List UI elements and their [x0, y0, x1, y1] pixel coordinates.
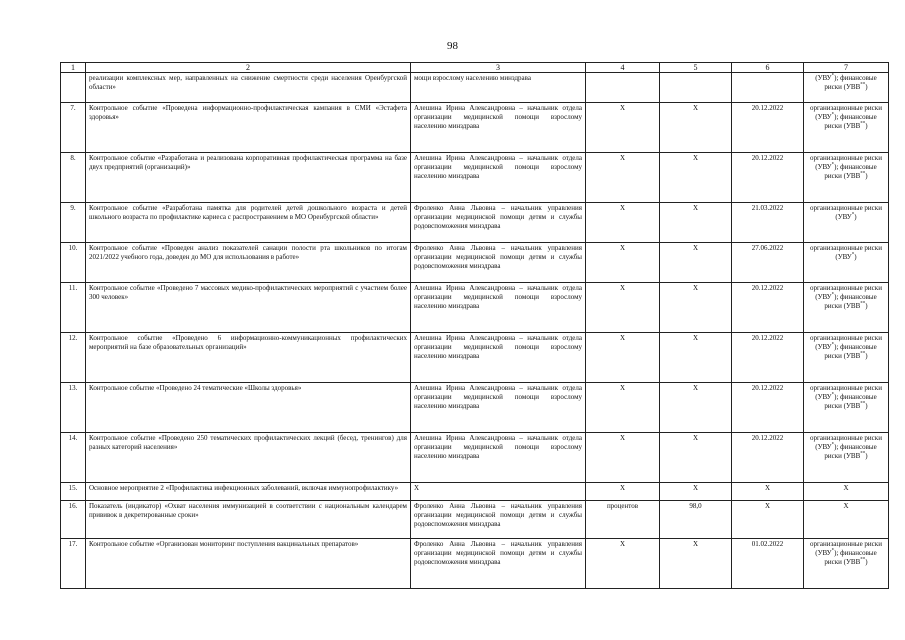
responsible-cell: Алешина Ирина Александровна – начальник отдела организации медицинской помощи взрослому населению минздрава: [411, 383, 586, 433]
table-body: [61, 63, 889, 589]
table-row: [61, 283, 889, 333]
table-row: [61, 383, 889, 433]
table-row: [61, 483, 889, 501]
event-name-cell: Контрольное событие «Проведен анализ показателей санации полости рта школьников по итогам 2021/2022 учебного года, доведен до МО для использования в работе»: [86, 243, 411, 283]
row-number: 14.: [61, 433, 86, 483]
deadline-cell: 20.12.2022: [732, 433, 804, 483]
table-row: [61, 73, 889, 103]
row-number: 13.: [61, 383, 86, 433]
row-number: [61, 73, 86, 103]
responsible-cell: Фроленко Анна Львовна – начальник управления организации медицинской помощи детям и службы родовспоможения минздрава: [411, 203, 586, 243]
target-value-cell: Х: [660, 103, 732, 153]
event-name-cell: Контрольное событие «Проведено 7 массовых медико-профилактических мероприятий с участием более 300 человек»: [86, 283, 411, 333]
unit-cell: Х: [586, 539, 660, 589]
row-number: 15.: [61, 483, 86, 501]
column-number: 5: [660, 63, 732, 73]
unit-cell: [586, 73, 660, 103]
risk-cell: организационные риски (УВУ*); финансовые риски (УВВ**): [804, 283, 889, 333]
event-name-cell: Контрольное событие «Проведено 24 тематические «Школы здоровья»: [86, 383, 411, 433]
row-number: 9.: [61, 203, 86, 243]
event-name-cell: Контрольное событие «Проведено 250 тематических профилактических лекций (бесед, тренингов) для разных категорий населения»: [86, 433, 411, 483]
event-name-cell: Контрольное событие «Проведена информационно-профилактическая кампания в СМИ «Эстафета здоровья»: [86, 103, 411, 153]
responsible-cell: Алешина Ирина Александровна – начальник отдела организации медицинской помощи взрослому населению минздрава: [411, 283, 586, 333]
event-name-cell: Контрольное событие «Разработана памятка для родителей детей дошкольного возраста и детей школьного возраста по профилактике кариеса с распространением в МО Оренбургской области»: [86, 203, 411, 243]
risk-cell: организационные риски (УВУ*); финансовые риски (УВВ**): [804, 433, 889, 483]
deadline-cell: Х: [732, 483, 804, 501]
table-row: [61, 433, 889, 483]
table-row: [61, 333, 889, 383]
target-value-cell: Х: [660, 433, 732, 483]
target-value-cell: Х: [660, 243, 732, 283]
unit-cell: Х: [586, 203, 660, 243]
target-value-cell: Х: [660, 203, 732, 243]
risk-cell: Х: [804, 501, 889, 539]
risk-cell: организационные риски (УВУ*): [804, 243, 889, 283]
responsible-cell: Алешина Ирина Александровна – начальник отдела организации медицинской помощи взрослому населению минздрава: [411, 103, 586, 153]
row-number: 17.: [61, 539, 86, 589]
column-number: 1: [61, 63, 86, 73]
column-number: 4: [586, 63, 660, 73]
table-row: [61, 103, 889, 153]
target-value-cell: Х: [660, 483, 732, 501]
deadline-cell: [732, 73, 804, 103]
risk-cell: организационные риски (УВУ*); финансовые риски (УВВ**): [804, 333, 889, 383]
deadline-cell: 21.03.2022: [732, 203, 804, 243]
column-number: 2: [86, 63, 411, 73]
target-value-cell: Х: [660, 333, 732, 383]
event-name-cell: Контрольное событие «Проведено 6 информационно-коммуникационных профилактических мероприятий на базе образовательных организаций»: [86, 333, 411, 383]
event-name-cell: Показатель (индикатор) «Охват населения иммунизацией в соответствии с национальным календарем прививок в декретированные сроки»: [86, 501, 411, 539]
risk-cell: организационные риски (УВУ*); финансовые риски (УВВ**): [804, 103, 889, 153]
deadline-cell: Х: [732, 501, 804, 539]
table-row: [61, 501, 889, 539]
deadline-cell: 20.12.2022: [732, 283, 804, 333]
row-number: 12.: [61, 333, 86, 383]
table-row: [61, 153, 889, 203]
unit-cell: Х: [586, 483, 660, 501]
target-value-cell: Х: [660, 283, 732, 333]
unit-cell: Х: [586, 103, 660, 153]
risk-cell: организационные риски (УВУ*): [804, 203, 889, 243]
target-value-cell: 98,0: [660, 501, 732, 539]
event-name-cell: реализации комплексных мер, направленных на снижение смертности среди населения Оренбургской области»: [86, 73, 411, 103]
target-value-cell: [660, 73, 732, 103]
risk-cell: организационные риски (УВУ*); финансовые риски (УВВ**): [804, 539, 889, 589]
unit-cell: Х: [586, 283, 660, 333]
unit-cell: Х: [586, 243, 660, 283]
deadline-cell: 20.12.2022: [732, 153, 804, 203]
deadline-cell: 27.06.2022: [732, 243, 804, 283]
risk-cell: организационные риски (УВУ*); финансовые риски (УВВ**): [804, 383, 889, 433]
responsible-cell: Фроленко Анна Львовна – начальник управления организации медицинской помощи детям и службы родовспоможения минздрава: [411, 539, 586, 589]
target-value-cell: Х: [660, 383, 732, 433]
target-value-cell: Х: [660, 153, 732, 203]
responsible-cell: Алешина Ирина Александровна – начальник отдела организации медицинской помощи взрослому населению минздрава: [411, 333, 586, 383]
row-number: 7.: [61, 103, 86, 153]
unit-cell: Х: [586, 383, 660, 433]
responsible-cell: Фроленко Анна Львовна – начальник управления организации медицинской помощи детям и службы родовспоможения минздрава: [411, 501, 586, 539]
column-number-row: [61, 63, 889, 73]
event-name-cell: Основное мероприятие 2 «Профилактика инфекционных заболеваний, включая иммунопрофилактику»: [86, 483, 411, 501]
risk-cell: организационные риски (УВУ*); финансовые риски (УВВ**): [804, 153, 889, 203]
event-name-cell: Контрольное событие «Организован мониторинг поступления вакцинальных препаратов»: [86, 539, 411, 589]
unit-cell: процентов: [586, 501, 660, 539]
page-number: 98: [447, 40, 458, 52]
unit-cell: Х: [586, 153, 660, 203]
unit-cell: Х: [586, 333, 660, 383]
control-events-table: [60, 62, 889, 589]
responsible-cell: Алешина Ирина Александровна – начальник отдела организации медицинской помощи взрослому населению минздрава: [411, 433, 586, 483]
deadline-cell: 20.12.2022: [732, 103, 804, 153]
table-row: [61, 539, 889, 589]
risk-cell: (УВУ*); финансовые риски (УВВ**): [804, 73, 889, 103]
responsible-cell: Х: [411, 483, 586, 501]
row-number: 16.: [61, 501, 86, 539]
table-row: [61, 203, 889, 243]
deadline-cell: 01.02.2022: [732, 539, 804, 589]
column-number: 6: [732, 63, 804, 73]
responsible-cell: мощи взрослому населению минздрава: [411, 73, 586, 103]
deadline-cell: 20.12.2022: [732, 333, 804, 383]
table-row: [61, 243, 889, 283]
responsible-cell: Фроленко Анна Львовна – начальник управления организации медицинской помощи детям и службы родовспоможения минздрава: [411, 243, 586, 283]
row-number: 11.: [61, 283, 86, 333]
row-number: 10.: [61, 243, 86, 283]
column-number: 3: [411, 63, 586, 73]
column-number: 7: [804, 63, 889, 73]
row-number: 8.: [61, 153, 86, 203]
target-value-cell: Х: [660, 539, 732, 589]
responsible-cell: Алешина Ирина Александровна – начальник отдела организации медицинской помощи взрослому населению минздрава: [411, 153, 586, 203]
risk-cell: Х: [804, 483, 889, 501]
unit-cell: Х: [586, 433, 660, 483]
deadline-cell: 20.12.2022: [732, 383, 804, 433]
event-name-cell: Контрольное событие «Разработана и реализована корпоративная профилактическая программа на базе двух предприятий (организаций)»: [86, 153, 411, 203]
